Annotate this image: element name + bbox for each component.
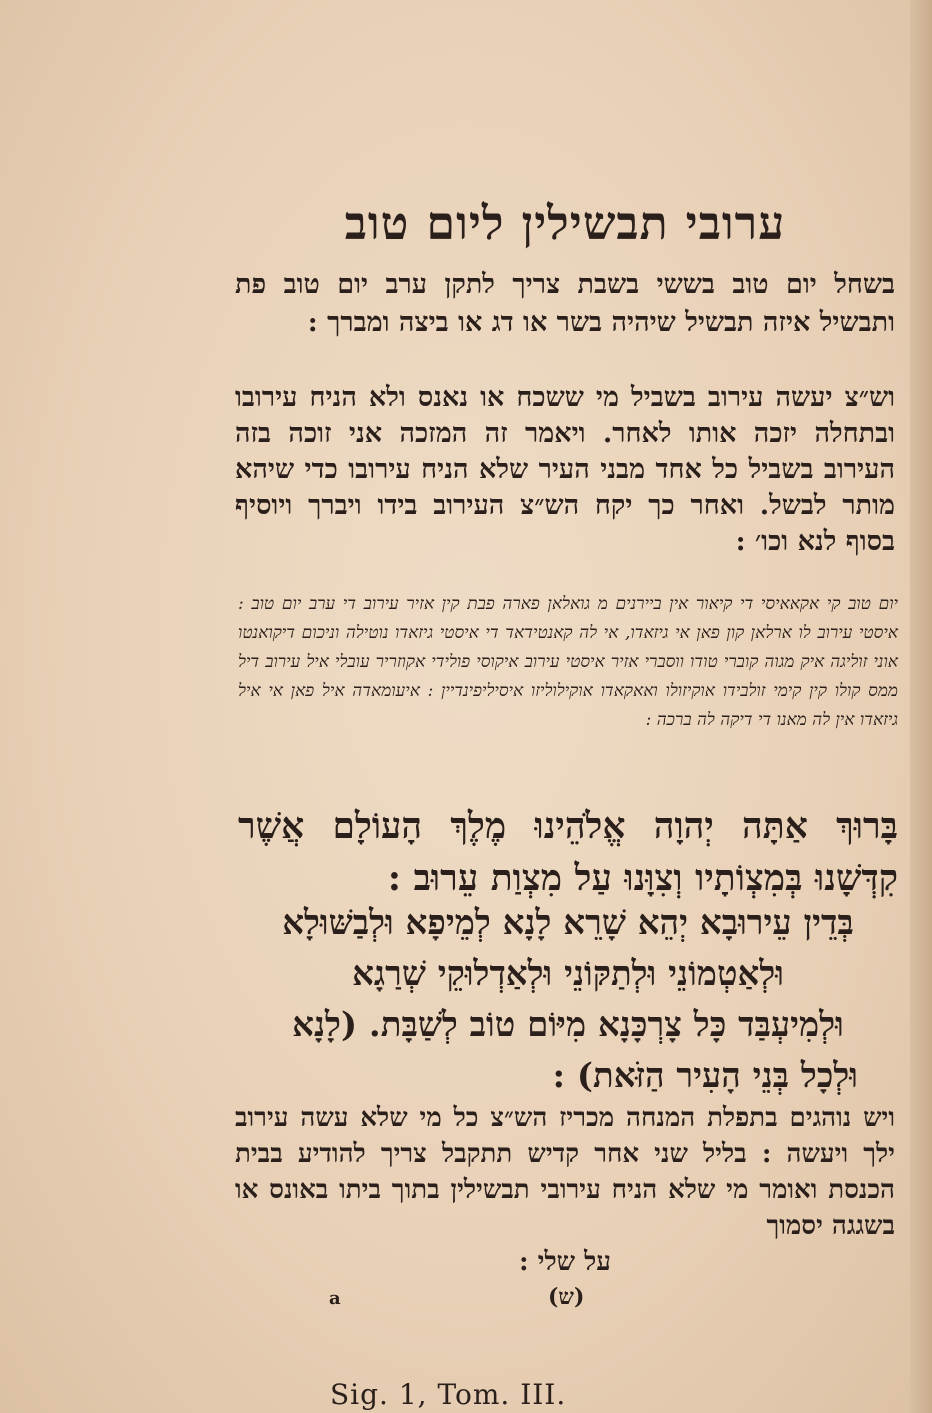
signature-mark: a [329,1288,341,1309]
paragraph-custom-end: על שלי : [519,1247,611,1277]
footer-signature: Sig. 1, Tom. III. [330,1378,567,1411]
aramaic-line: וּלְכָל בְּנֵי הָעִיר הַזֹּאת) : [552,1056,858,1096]
page-number: (ש) [548,1284,585,1310]
blessing-text: בָּרוּךְ אַתָּה יְהוָה אֱלֹהֵינוּ מֶלֶךְ הָעוֹלָם אֲשֶׁר קִדְּשָׁנוּ בְּמִצְוֹתָיו וְצִוָּנוּ עַל מִצְוַת עֵרוּב : [238,805,898,899]
page-edge [910,0,932,1413]
aramaic-line: וּלְאַטְמוֹנֵי וּלְתַקּוֹנֵי וּלְאַדְלוּקֵי שְׁרַגָא [352,954,784,994]
aramaic-line: וּלְמִיעְבַּד כָּל צָרְכָּנָא מִיּוֹם טוֹב לְשַׁבָּת. (לָנָא [292,1005,844,1045]
ladino-translation: יום טוב קי אקאאיסי די קיאור אין ביירנים מ גואלאן פארה פבת קין אזיר עירוב די ערב יום טוב : איסטי עירוב לו ארלאן קון פאן אי גיזאדו, אי לה קאנטידאד די איסטי גיזאדו נוטילה וניכום דיקואנטו אוני זוליגה איק מגוה קוברי טודו ווסברי אזיר איסטי עירוב איקוסי פולידי אקוזריר עובלי איל עירוב דיל ממס קולו קין קימי זולבידו אוקיזולו ואאקאדו אוקילוליזו איסיליפינדיין : איעומאדה איל פאן אי איל גיזאדו אין לה מאנו די דיקה לה ברכה : [238,594,898,730]
aramaic-line: בְּדֵין עֵירוּבָא יְהֵא שָׁרֵא לָנָא לְמֵיפָא וּלְבַשּׁוּלָא [282,903,854,943]
page-title: ערובי תבשילין ליום טוב [344,196,786,250]
paragraph-chazan: וש״צ יעשה עירוב בשביל מי ששכח או נאנס ולא הניח עירובו ובתחלה יזכה אותו לאחר. ויאמר זה המזכה אני זוכה בזה העירוב בשביל כל אחד מבני העיר שלא הניח עירובו כדי שיהא מותר לבשל. ואחר כך יקח הש״צ העירוב בידו ויברך ויוסיף בסוף לנא וכו׳ : [235,382,895,557]
paragraph-custom-text: ויש נוהגים בתפלת המנחה מכריז הש״צ כל מי שלא עשה עירוב ילך ויעשה : בליל שני אחר קדיש תתקבל צריך להודיע בבית הכנסת ואומר מי שלא הניח עירובי תבשילין בתוך ביתו באונס או בשגגה יסמוך [235,1103,895,1241]
paragraph-instruction: בשחל יום טוב בששי בשבת צריך לתקן ערב יום טוב פת ותבשיל איזה תבשיל שיהיה בשר או דג או ביצה ומברך : [235,269,895,338]
aramaic-declaration [238,898,898,1102]
paragraph-custom [235,1100,895,1280]
